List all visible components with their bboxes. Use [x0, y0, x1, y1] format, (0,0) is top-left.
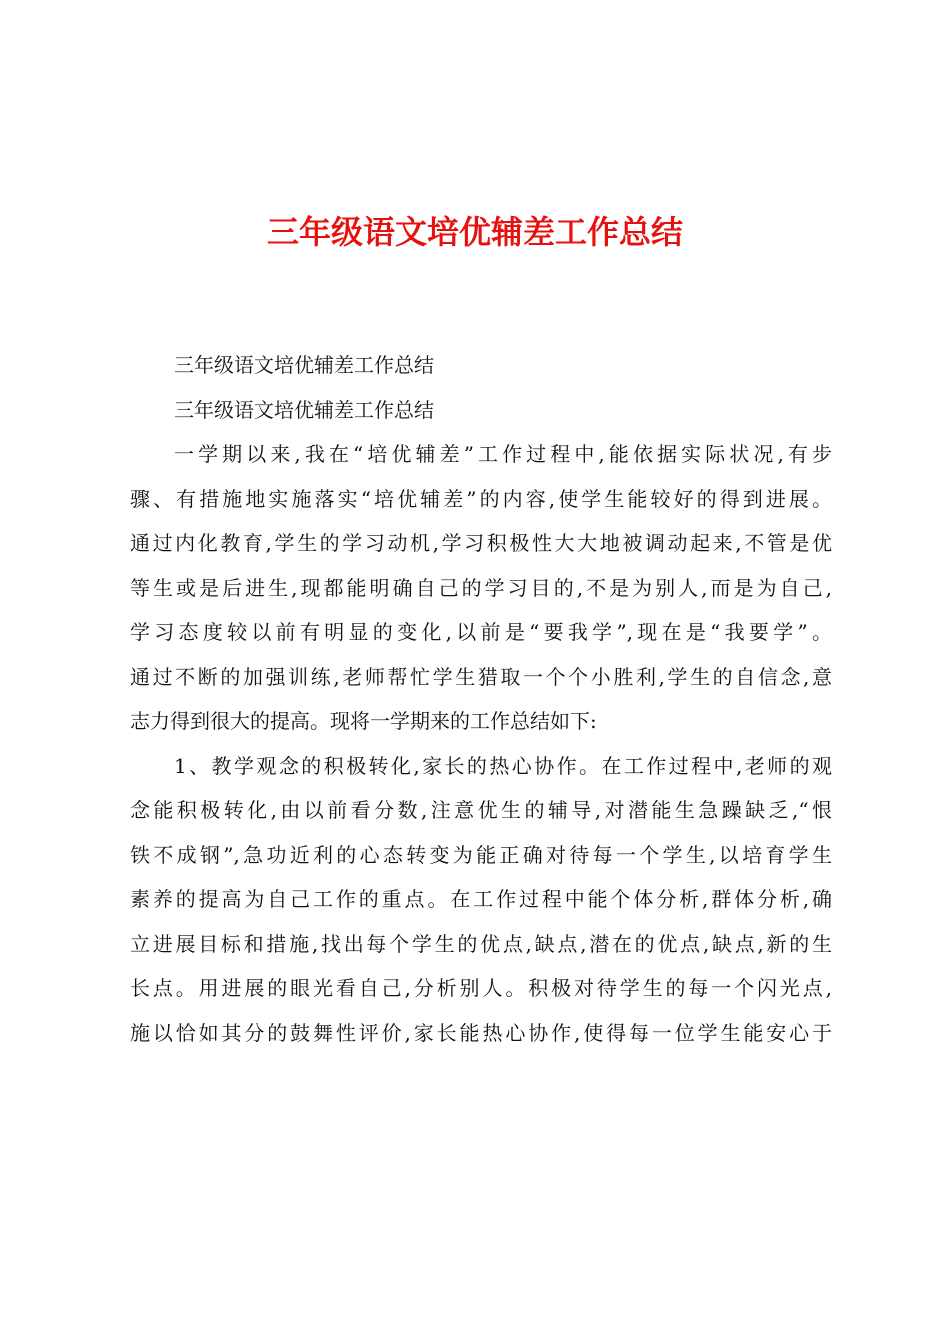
body-line: 三年级语文培优辅差工作总结 — [174, 353, 434, 377]
body-line: 骤、有措施地实施落实“培优辅差”的内容,使学生能较好的得到进展。 — [130, 486, 832, 511]
body-line: 素养的提高为自己工作的重点。在工作过程中能个体分析,群体分析,确 — [130, 887, 832, 911]
body-line: 志力得到很大的提高。现将一学期来的工作总结如下: — [130, 709, 597, 733]
body-line: 一学期以来,我在“培优辅差”工作过程中,能依据实际状况,有步 — [174, 442, 832, 466]
body-line: 长点。用进展的眼光看自己,分析别人。积极对待学生的每一个闪光点, — [130, 976, 832, 1000]
document-body — [130, 343, 832, 1055]
body-line: 学习态度较以前有明显的变化,以前是“要我学”,现在是“我要学”。 — [130, 620, 832, 644]
body-line: 铁不成钢”,急功近利的心态转变为能正确对待每一个学生,以培育学生 — [130, 842, 832, 867]
body-line: 念能积极转化,由以前看分数,注意优生的辅导,对潜能生急躁缺乏,“恨 — [130, 798, 832, 822]
document-title: 三年级语文培优辅差工作总结 — [266, 213, 683, 251]
body-line: 施以恰如其分的鼓舞性评价,家长能热心协作,使得每一位学生能安心于 — [130, 1020, 832, 1045]
body-line: 通过内化教育,学生的学习动机,学习积极性大大地被调动起来,不管是优 — [130, 531, 832, 555]
body-line: 立进展目标和措施,找出每个学生的优点,缺点,潜在的优点,缺点,新的生 — [130, 931, 832, 956]
body-line: 1、教学观念的积极转化,家长的热心协作。在工作过程中,老师的观 — [174, 753, 832, 778]
body-line: 三年级语文培优辅差工作总结 — [174, 397, 434, 422]
body-line: 等生或是后进生,现都能明确自己的学习目的,不是为别人,而是为自己, — [130, 575, 832, 600]
body-line: 通过不断的加强训练,老师帮忙学生猎取一个个小胜利,学生的自信念,意 — [130, 664, 832, 689]
